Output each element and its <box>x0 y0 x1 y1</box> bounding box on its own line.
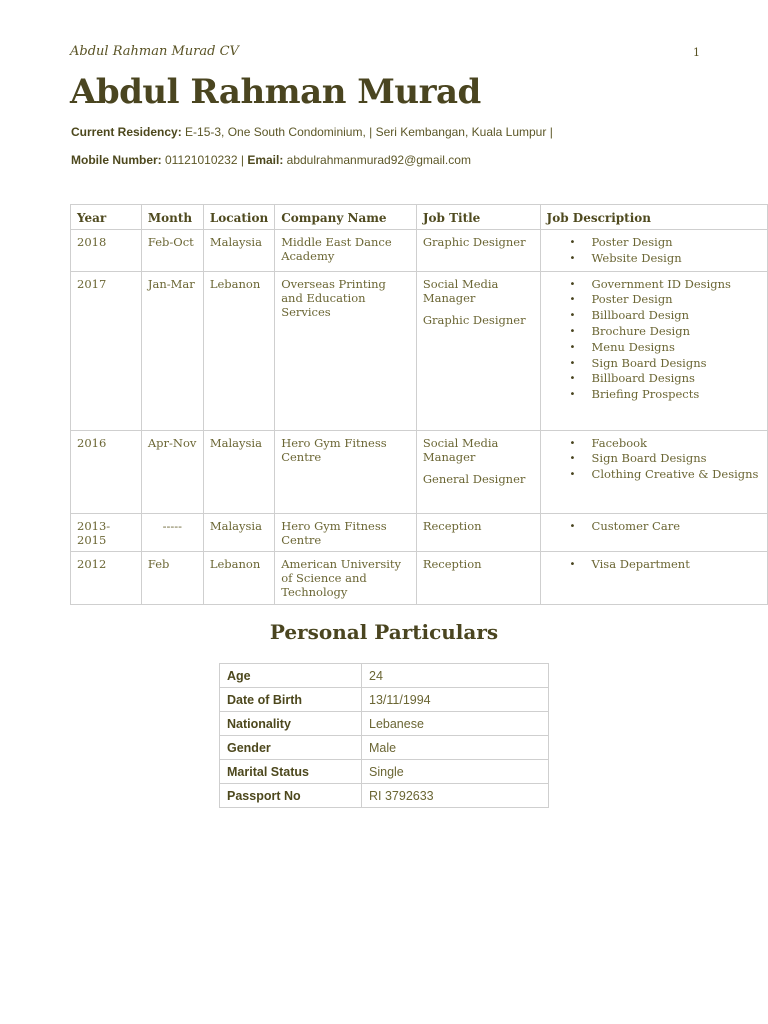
cell-location: Lebanon <box>203 551 274 604</box>
description-list <box>547 277 761 403</box>
list-item: • Billboard Designs <box>592 371 761 387</box>
age-value: 24 <box>362 664 549 688</box>
email-label: Email: <box>247 153 284 167</box>
mobile-value: 01121010232 | <box>161 153 248 167</box>
table-row <box>220 784 549 808</box>
table-row <box>71 513 768 551</box>
personal-particulars-table <box>219 663 549 808</box>
cell-company: Hero Gym Fitness Centre <box>275 430 417 513</box>
list-item: • Visa Department <box>592 557 761 573</box>
cell-location: Malaysia <box>203 430 274 513</box>
residency-value: E-15-3, One South Condominium, | Seri Kembangan, Kuala Lumpur | <box>181 125 553 139</box>
gender-label: Gender <box>220 736 362 760</box>
table-row <box>220 760 549 784</box>
cell-company: Overseas Printing and Education Services <box>275 271 417 430</box>
cell-job-title <box>416 230 540 272</box>
table-row <box>71 551 768 604</box>
cell-location: Malaysia <box>203 513 274 551</box>
job-history-table <box>70 204 768 605</box>
job-title-text: General Designer <box>422 471 526 486</box>
table-row <box>220 688 549 712</box>
list-item: • Sign Board Designs <box>592 356 761 372</box>
date-of-birth-label: Date of Birth <box>220 688 362 712</box>
gender-value: Male <box>362 736 549 760</box>
description-list <box>547 519 761 535</box>
marital-status-value: Single <box>362 760 549 784</box>
table-row <box>220 736 549 760</box>
nationality-value: Lebanese <box>362 712 549 736</box>
table-row <box>220 712 549 736</box>
job-title-text: Social Media Manager <box>422 276 499 305</box>
list-item: • Briefing Prospects <box>592 387 761 403</box>
table-row <box>220 664 549 688</box>
age-label: Age <box>220 664 362 688</box>
header-company: Company Name <box>275 205 417 230</box>
list-item: • Government ID Designs <box>592 277 761 293</box>
cell-month: Apr-Nov <box>141 430 203 513</box>
residency-line <box>71 125 553 139</box>
cell-location: Malaysia <box>203 230 274 272</box>
cell-month: Jan-Mar <box>141 271 203 430</box>
header-job-description: Job Description <box>540 205 767 230</box>
table-row <box>71 430 768 513</box>
table-header-row <box>71 205 768 230</box>
table-row <box>71 271 768 430</box>
list-item: • Customer Care <box>592 519 761 535</box>
header-job-title: Job Title <box>416 205 540 230</box>
cell-job-title <box>416 551 540 604</box>
nationality-label: Nationality <box>220 712 362 736</box>
cell-month: Feb <box>141 551 203 604</box>
list-item: • Menu Designs <box>592 340 761 356</box>
cv-title: Abdul Rahman Murad <box>70 72 481 112</box>
description-list <box>547 436 761 483</box>
list-item: • Website Design <box>592 251 761 267</box>
list-item: • Brochure Design <box>592 324 761 340</box>
cell-month: Feb-Oct <box>141 230 203 272</box>
header-year: Year <box>71 205 142 230</box>
cell-year: 2017 <box>71 271 142 430</box>
job-title-text: Reception <box>422 556 482 571</box>
cell-year: 2012 <box>71 551 142 604</box>
cell-month: ----- <box>141 513 203 551</box>
header-month: Month <box>141 205 203 230</box>
cell-job-title <box>416 271 540 430</box>
cell-year: 2018 <box>71 230 142 272</box>
passport-no-label: Passport No <box>220 784 362 808</box>
cell-company: American University of Science and Technology <box>275 551 417 604</box>
job-title-text: Social Media Manager <box>422 435 499 464</box>
list-item: • Poster Design <box>592 292 761 308</box>
header-location: Location <box>203 205 274 230</box>
job-title-text: Graphic Designer <box>422 312 526 327</box>
table-row <box>71 230 768 272</box>
job-title-text: Graphic Designer <box>422 235 526 249</box>
list-item: • Billboard Design <box>592 308 761 324</box>
cell-job-title <box>416 513 540 551</box>
mobile-label: Mobile Number: <box>71 153 162 167</box>
page-number: 1 <box>693 46 700 59</box>
page-header <box>70 44 700 64</box>
description-list <box>547 235 761 267</box>
email-value: abdulrahmanmurad92@gmail.com <box>283 153 471 167</box>
list-item: • Poster Design <box>592 235 761 251</box>
marital-status-label: Marital Status <box>220 760 362 784</box>
cell-year: 2016 <box>71 430 142 513</box>
mobile-email-line <box>71 153 471 167</box>
date-of-birth-value: 13/11/1994 <box>362 688 549 712</box>
job-title-text: Reception <box>422 518 482 533</box>
personal-particulars-title: Personal Particulars <box>269 620 499 644</box>
cell-description <box>540 551 767 604</box>
cell-description <box>540 430 767 513</box>
list-item: • Sign Board Designs <box>592 451 761 467</box>
cell-year: 2013-2015 <box>71 513 142 551</box>
cell-company: Hero Gym Fitness Centre <box>275 513 417 551</box>
running-title: Abdul Rahman Murad CV <box>70 44 239 59</box>
list-item: • Clothing Creative & Designs <box>592 467 761 483</box>
cell-job-title <box>416 430 540 513</box>
residency-label: Current Residency: <box>71 125 182 139</box>
list-item: • Facebook <box>592 436 761 452</box>
cell-location: Lebanon <box>203 271 274 430</box>
passport-no-value: RI 3792633 <box>362 784 549 808</box>
cell-description <box>540 230 767 272</box>
cell-company: Middle East Dance Academy <box>275 230 417 272</box>
cell-description <box>540 271 767 430</box>
cell-description <box>540 513 767 551</box>
description-list <box>547 557 761 573</box>
